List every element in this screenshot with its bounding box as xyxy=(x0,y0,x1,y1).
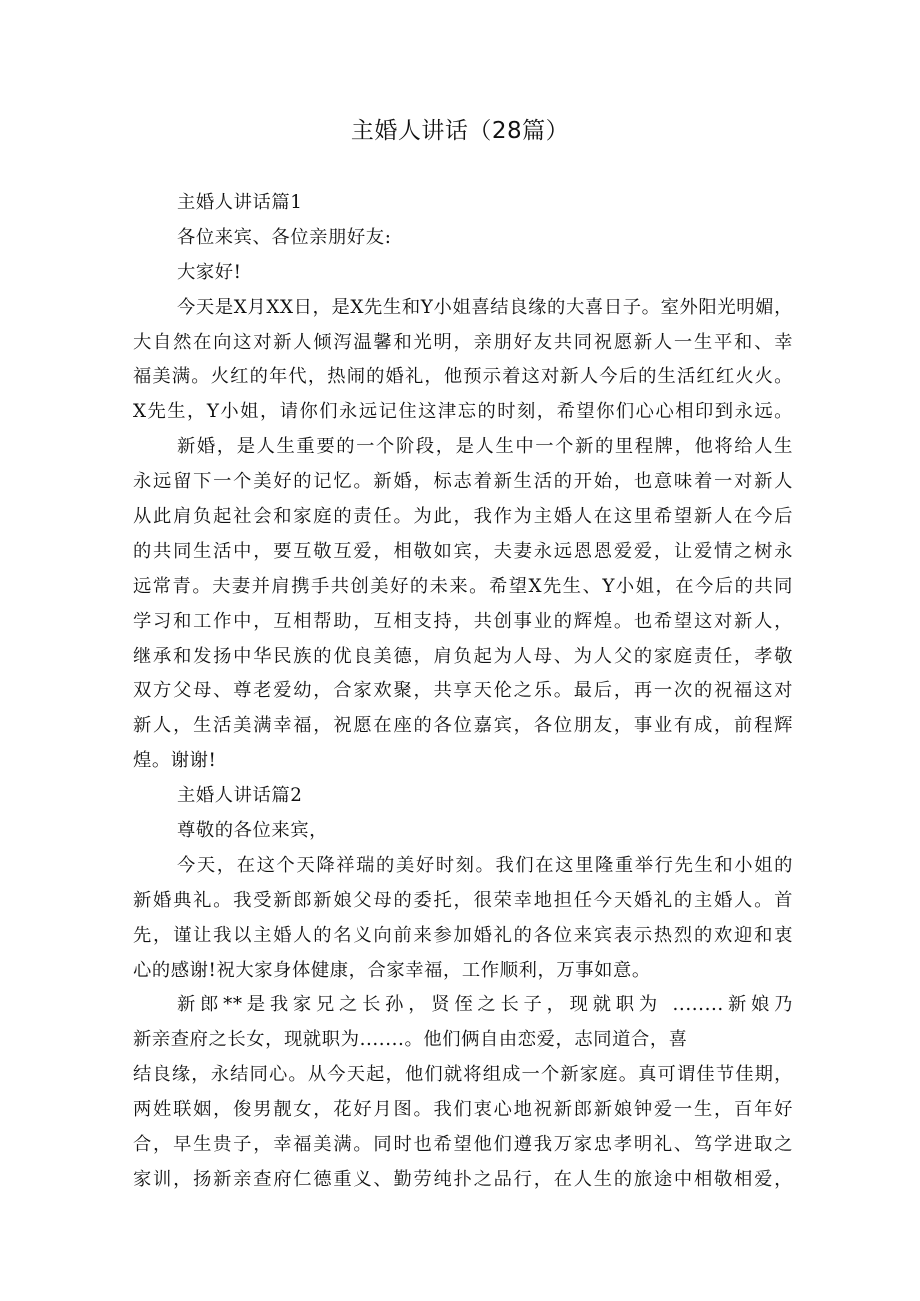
paragraph-line: 心的感谢!祝大家身体健康，合家幸福，工作顺利，万事如意。 xyxy=(133,959,651,981)
paragraph-line: 今天，在这个天降祥瑞的美好时刻。我们在这里隆重举行先生和小姐的 xyxy=(177,854,793,876)
document-title: 主婚人讲话（28篇） xyxy=(350,118,570,144)
paragraph-line: 新亲查府之长女，现就职为.......。他们俩自由恋爱，志同道合，喜 xyxy=(133,1029,688,1051)
section-heading: 主婚人讲话篇2 xyxy=(177,785,303,807)
section-heading: 主婚人讲话篇1 xyxy=(177,192,303,213)
paragraph-line: 从此肩负起社会和家庭的责任。为此，我作为主婚人在这里希望新人在今后 xyxy=(133,506,793,528)
document-body xyxy=(133,186,793,1198)
paragraph-line: 新婚典礼。我受新郎新娘父母的委托，很荣幸地担任今天婚礼的主婚人。首 xyxy=(133,889,793,911)
paragraph-line: 结良缘，永结同心。从今天起，他们就将组成一个新家庭。真可谓佳节佳期， xyxy=(133,1064,793,1086)
paragraph-line: X先生，Y小姐，请你们永远记住这津忘的时刻，希望你们心心相印到永远。 xyxy=(133,401,793,423)
paragraph-line: 继承和发扬中华民族的优良美德，肩负起为人母、为人父的家庭责任，孝敬 xyxy=(133,645,793,667)
paragraph-line: 两姓联姻，俊男靓女，花好月图。我们衷心地祝新郎新娘钟爱一生，百年好 xyxy=(133,1099,793,1121)
paragraph-line: 今天是X月XX日，是X先生和Y小姐喜结良缘的大喜日子。室外阳光明媚， xyxy=(177,296,793,318)
paragraph-line: 福美满。火红的年代，热闹的婚礼，他预示着这对新人今后的生活红红火火。 xyxy=(133,366,793,388)
paragraph-line: 先，谨让我以主婚人的名义向前来参加婚礼的各位来宾表示热烈的欢迎和衷 xyxy=(133,924,793,946)
paragraph-line: 双方父母、尊老爱幼，合家欢聚，共享天伦之乐。最后，再一次的祝福这对 xyxy=(133,680,793,702)
paragraph-line: 新婚，是人生重要的一个阶段，是人生中一个新的里程牌，他将给人生 xyxy=(177,436,793,458)
paragraph-line: 家训，扬新亲查府仁德重义、勤劳纯扑之品行，在人生的旅途中相敬相爱， xyxy=(133,1168,793,1190)
paragraph-line: 永远留下一个美好的记忆。新婚，标志着新生活的开始，也意味着一对新人 xyxy=(133,471,793,493)
salutation: 尊敬的各位来宾， xyxy=(177,820,329,842)
paragraph-line: 合，早生贵子，幸福美满。同时也希望他们遵我万家忠孝明礼、笃学进取之 xyxy=(133,1134,793,1156)
greeting: 大家好! xyxy=(177,261,242,283)
paragraph-line: 的共同生活中，要互敬互爱，相敬如宾，夫妻永远恩恩爱爱，让爱情之树永 xyxy=(133,540,793,562)
paragraph-line: 远常青。夫妻并肩携手共创美好的未来。希望X先生、Y小姐，在今后的共同 xyxy=(133,575,793,597)
paragraph-line: 新人，生活美满幸福，祝愿在座的各位嘉宾，各位朋友，事业有成，前程辉 xyxy=(133,715,793,737)
paragraph-line: 学习和工作中，互相帮助，互相支持，共创事业的辉煌。也希望这对新人， xyxy=(133,610,793,632)
paragraph-line: 新郎**是我家兄之长孙，贤侄之长子，现就职为 ........新娘乃 xyxy=(177,994,793,1016)
salutation: 各位来宾、各位亲朋好友: xyxy=(177,226,392,248)
paragraph-line: 大自然在向这对新人倾泻温馨和光明，亲朋好友共同祝愿新人一生平和、幸 xyxy=(133,331,793,353)
paragraph-line: 煌。谢谢! xyxy=(133,750,217,772)
